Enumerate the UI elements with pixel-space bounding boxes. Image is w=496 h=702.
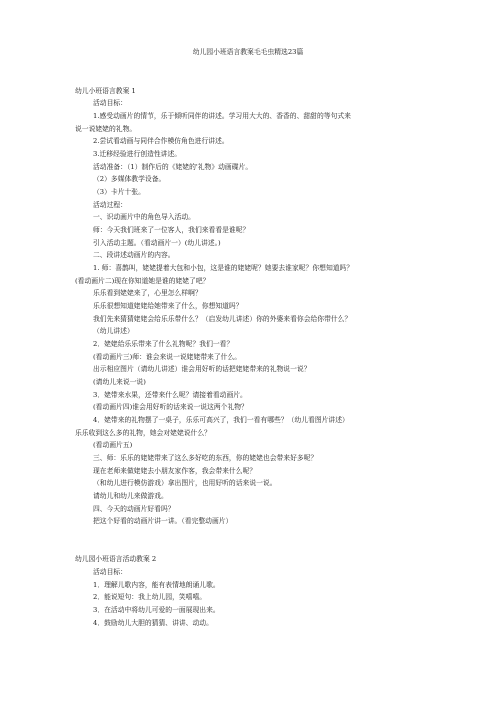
paragraph-line: 把这个好看的动画片讲一讲。（看完整动画片） <box>93 517 233 525</box>
paragraph-line: 活动目标： <box>93 568 127 576</box>
paragraph-line: 4．姥带来的礼物摆了一桌子，乐乐可高兴了，我们一看有哪些？（幼儿看图片讲述） <box>93 416 349 424</box>
paragraph-line: 3.迁移经验进行创造性讲述。 <box>93 150 182 158</box>
paragraph-line: 2.尝试看动画与同伴合作模仿角色进行讲述。 <box>93 137 229 145</box>
paragraph-line: （2）多媒体教学设备。 <box>93 175 166 183</box>
paragraph-line: 一、识动画片中的角色导入活动。 <box>93 213 195 221</box>
paragraph-line: 乐乐很想知道姥姥给她带来了什么，你想知道吗？ <box>93 302 243 310</box>
paragraph-line: 活动准备：（1）制作后的《姥姥的'礼物》动画碟片。 <box>93 163 253 171</box>
paragraph-line: 说一说姥姥的礼物。 <box>75 125 137 133</box>
paragraph-line: 2．能说短句：我上幼儿园，笑嘻嘻。 <box>93 593 207 601</box>
paragraph-line: 活动目标： <box>93 99 127 107</box>
paragraph-line: 4．鼓励幼儿大胆的猜猜、讲讲、动动。 <box>93 619 213 627</box>
paragraph-line: 1. 师：喜鹊叫，姥姥提着大包和小包，这是谁的姥姥呢？她要去谁家呢？你想知道吗？ <box>93 264 354 272</box>
paragraph-line: 二、段讲述动画片的内容。 <box>93 251 175 259</box>
section-heading: 幼儿小班语言教案 1 <box>75 87 136 95</box>
paragraph-line: 1．理解儿歌内容，能有表情地朗诵儿歌。 <box>93 581 220 589</box>
paragraph-line: 出示相应图片（请幼儿讲述）谁会用好听的话把姥姥带来的礼物说一说？ <box>93 365 311 373</box>
paragraph-line: （3）卡片十张。 <box>93 188 145 196</box>
paragraph-line: (看动画片二)现在你知道她是谁的姥姥了吧？ <box>75 277 210 285</box>
paragraph-line: 乐乐看到姥姥来了，心里怎么样啊？ <box>93 289 202 297</box>
paragraph-line: 引入活动主题。（看动画片一）(幼儿讲述。) <box>93 239 221 247</box>
paragraph-line: 1.感受动画片的情节，乐于倾听同伴的讲述。学习用大大的、香香的、甜甜的等句式来 <box>93 112 351 120</box>
paragraph-line: 乐乐收到这么多的礼物，她会对姥姥说什么？ <box>75 429 211 437</box>
paragraph-line: 请幼儿和幼儿来做游戏。 <box>93 492 168 500</box>
section-heading: 幼儿园小班语言活动教案 2 <box>75 555 157 563</box>
paragraph-line: (看动画片四)谁会用好听的话来说一说这两个礼物？ <box>93 403 248 411</box>
paragraph-line: (看动画片五) <box>93 441 133 449</box>
paragraph-line: 师：今天我们班来了一位客人，我们来看看是谁呢？ <box>93 226 250 234</box>
paragraph-line: 我们先来猜猜姥姥会给乐乐带什么？（启发幼儿讲述）你的外婆来看你会给你带什么？ <box>93 315 352 323</box>
paragraph-line: 三、师：乐乐的姥姥带来了这么多好吃的东西，你的姥姥也会带来好多呢？ <box>93 454 318 462</box>
paragraph-line: 3．在活动中将幼儿可爱的一面展现出来。 <box>93 606 220 614</box>
paragraph-line: 活动过程： <box>93 201 127 209</box>
paragraph-line: 2．姥姥给乐乐带来了什么礼物呢？我们一看？ <box>93 340 234 348</box>
paragraph-line: (请幼儿来说一说) <box>93 378 146 386</box>
paragraph-line: 3．姥带来水果，还带来什么呢？请接着看动画片。 <box>93 391 247 399</box>
paragraph-line: （和幼儿进行模仿游戏）拿出图片，也用好听的话来说一说。 <box>93 479 277 487</box>
paragraph-line: 四、今天的动画片好看吗？ <box>93 505 175 513</box>
paragraph-line: (看动画片三)师：谁会来说一说姥姥带来了什么。 <box>93 353 242 361</box>
paragraph-line: 现在老师来做姥姥去小朋友家作客，我会带来什么呢？ <box>93 467 257 475</box>
paragraph-line: （幼儿讲述） <box>93 327 134 335</box>
document-title: 幼儿园小班语言教案毛毛虫精选23篇 <box>192 48 304 56</box>
